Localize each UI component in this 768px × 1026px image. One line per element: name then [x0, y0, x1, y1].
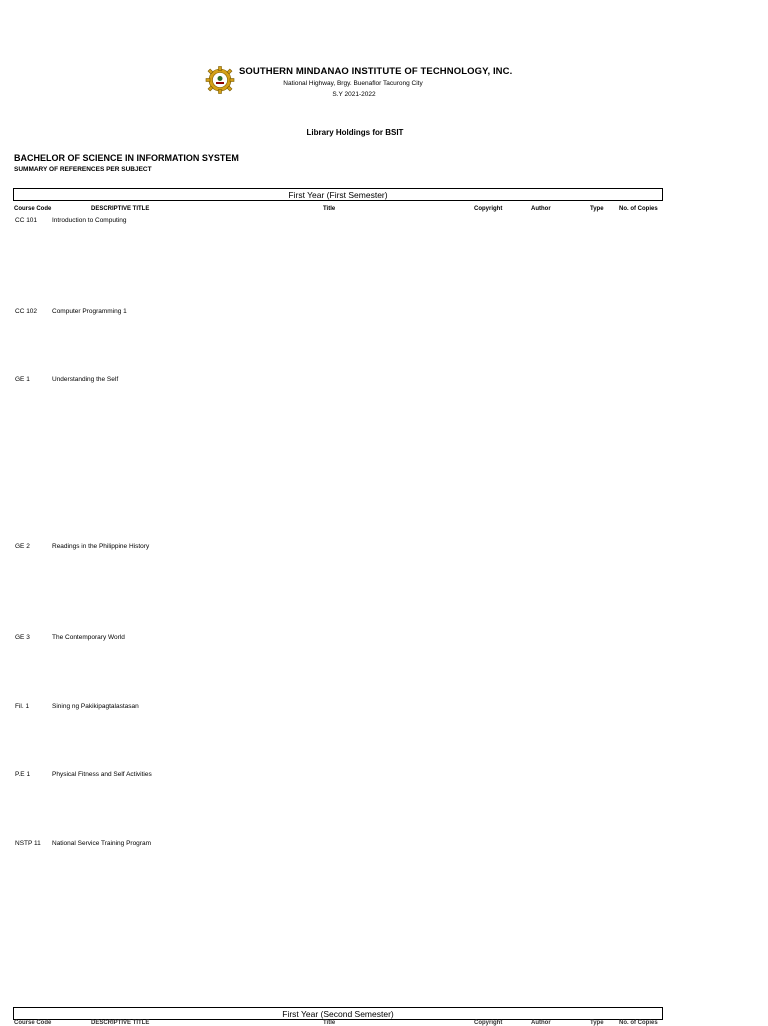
subject-title: Introduction to Computing — [52, 217, 127, 224]
subject-code: Fil. 1 — [15, 703, 30, 710]
column-header-author: Author — [531, 206, 551, 212]
program-title: BACHELOR OF SCIENCE IN INFORMATION SYSTEM — [14, 153, 239, 163]
subject-title: Readings in the Philippine History — [52, 543, 150, 550]
subject-title: Understanding the Self — [52, 376, 119, 383]
subject-title: Physical Fitness and Self Activities — [52, 771, 152, 778]
subject-code: CC 102 — [15, 308, 38, 315]
subject-code: GE 3 — [15, 634, 30, 641]
school-address: National Highway, Brgy. Buenaflor Tacurong City — [283, 80, 423, 87]
column-header-type: Type — [590, 206, 604, 212]
school-name: SOUTHERN MINDANAO INSTITUTE OF TECHNOLOGY, INC. — [239, 66, 513, 77]
subject-code: P.E 1 — [15, 771, 31, 778]
summary-subtitle: SUMMARY OF REFERENCES PER SUBJECT — [14, 166, 152, 173]
semester-header: First Year (Second Semester) — [13, 1007, 663, 1020]
document-heading: Library Holdings for BSIT — [306, 128, 404, 137]
column-header-copies: No. of Copies — [619, 1020, 658, 1026]
subject-code: GE 2 — [15, 543, 30, 550]
subject-code: CC 101 — [15, 217, 38, 224]
subject-code: NSTP 11 — [15, 840, 41, 847]
school-year: S.Y 2021-2022 — [332, 91, 376, 98]
column-header-descriptive-title: DESCRIPTIVE TITLE — [91, 206, 150, 212]
column-header-descriptive-title: DESCRIPTIVE TITLE — [91, 1020, 150, 1026]
column-header-title: Title — [323, 206, 336, 212]
column-header-copyright: Copyright — [474, 1020, 503, 1026]
subject-title: The Contemporary World — [52, 634, 125, 641]
column-header-course-code: Course Code — [14, 206, 52, 212]
column-header-copies: No. of Copies — [619, 206, 658, 212]
column-header-author: Author — [531, 1020, 551, 1026]
semester-header: First Year (First Semester) — [13, 188, 663, 201]
column-header-title: Title — [323, 1020, 336, 1026]
subject-title: Computer Programming 1 — [52, 308, 127, 315]
subject-title: Sining ng Pakikipagtalastasan — [52, 703, 139, 710]
column-header-type: Type — [590, 1020, 604, 1026]
subject-code: GE 1 — [15, 376, 30, 383]
subject-title: National Service Training Program — [52, 840, 151, 847]
column-header-copyright: Copyright — [474, 206, 503, 212]
column-header-course-code: Course Code — [14, 1020, 52, 1026]
